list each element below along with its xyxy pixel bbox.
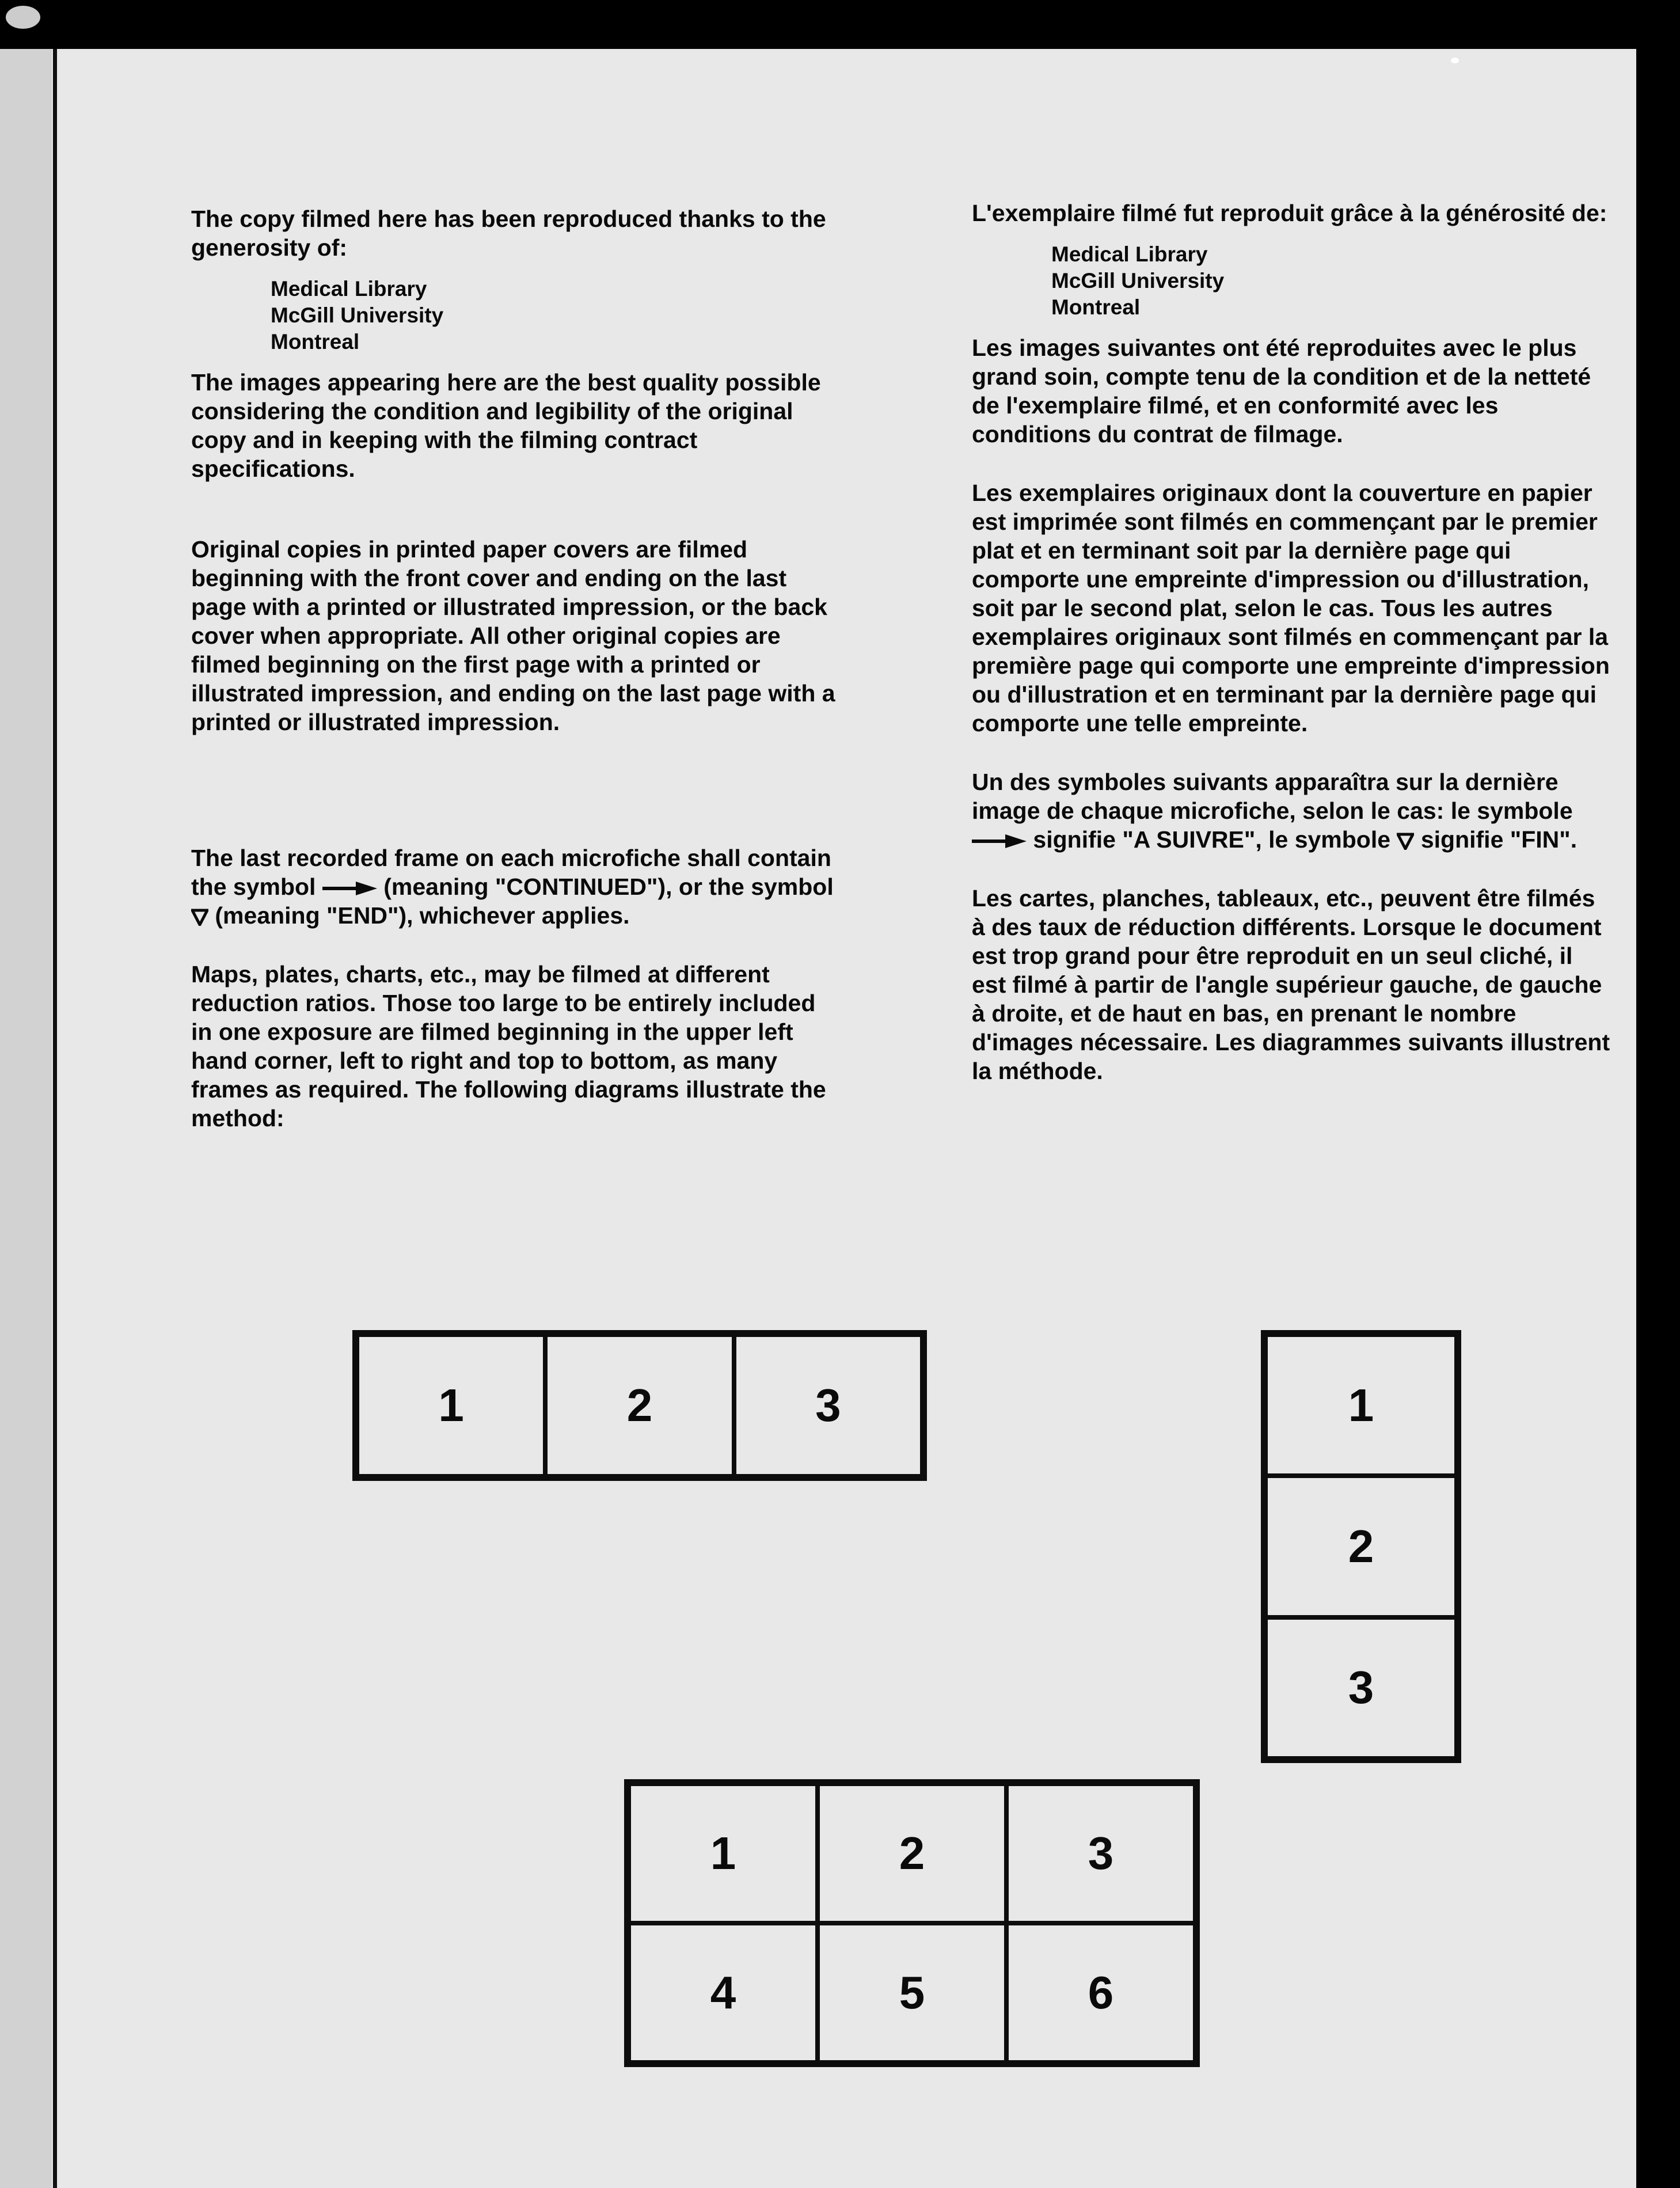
frame-cell: 4 bbox=[629, 1923, 818, 2062]
frame-cell: 3 bbox=[1006, 1784, 1195, 1923]
frame-cell: 3 bbox=[734, 1335, 922, 1476]
frame-cell: 1 bbox=[1265, 1335, 1457, 1476]
continued-arrow-icon bbox=[972, 834, 1027, 848]
frame-cell: 2 bbox=[545, 1335, 733, 1476]
symbol-text-part: signifie "A SUIVRE", le symbole bbox=[1033, 826, 1391, 853]
adjacent-page-strip bbox=[0, 49, 52, 2188]
symbol-text-part: Un des symboles suivants apparaîtra sur la dernière image de chaque microfiche, selon le cas: le symbole bbox=[972, 769, 1573, 824]
horizontal-frame-diagram bbox=[352, 1330, 927, 1481]
french-quality-paragraph: Les images suivantes ont été reproduites avec le plus grand soin, compte tenu de la condition et de la netteté de l'exemplaire filmé, et en conformité avec les conditions du contrat de filmage. bbox=[972, 335, 1591, 447]
symbol-text-part: (meaning "CONTINUED"), or the symbol bbox=[383, 873, 834, 900]
frame-cell: 6 bbox=[1006, 1923, 1195, 2062]
vertical-frame-diagram bbox=[1261, 1330, 1461, 1763]
symbol-text-part: signifie "FIN". bbox=[1420, 826, 1578, 853]
french-covers-paragraph: Les exemplaires originaux dont la couverture en papier est imprimée sont filmés en commençant par le premier plat et en terminant soit par la dernière page qui comporte une empreinte d'impression ou d'illustration, soit par le second plat, selon le cas. Tous les autres exemplaires originaux sont filmés en commençant par la première page qui comporte une empreinte d'impression ou d'illustration et en terminant par la dernière page qui comporte une telle empreinte. bbox=[972, 480, 1610, 736]
english-maps-paragraph: Maps, plates, charts, etc., may be filmed at different reduction ratios. Those too large to be entirely included in one exposure are filmed beginning in the upper left hand corner, left to right and top to bottom, as many frames as required. The following diagrams illustrate the method: bbox=[191, 961, 826, 1131]
frame-cell: 2 bbox=[1265, 1476, 1457, 1617]
symbol-text-part: The last recorded frame on each microfiche shall contain the symbol bbox=[191, 845, 831, 900]
page-gutter-line bbox=[53, 49, 57, 2188]
film-speck bbox=[6, 6, 40, 29]
six-frame-grid-diagram bbox=[624, 1779, 1200, 2067]
address-line: Montreal bbox=[271, 330, 360, 354]
address-line: Medical Library bbox=[1051, 242, 1208, 266]
french-library-address bbox=[1051, 241, 1611, 321]
film-speck bbox=[1451, 58, 1459, 63]
english-notice-column bbox=[191, 204, 836, 1133]
french-intro: L'exemplaire filmé fut reproduit grâce à la générosité de: bbox=[972, 200, 1607, 226]
english-symbol-paragraph bbox=[191, 844, 836, 930]
english-intro: The copy filmed here has been reproduced thanks to the generosity of: bbox=[191, 206, 826, 261]
address-line: Medical Library bbox=[271, 277, 427, 301]
end-triangle-icon bbox=[1397, 833, 1414, 850]
frame-cell: 3 bbox=[1265, 1617, 1457, 1758]
frame-cell: 1 bbox=[357, 1335, 545, 1476]
symbol-text-part: (meaning "END"), whichever applies. bbox=[215, 902, 630, 929]
continued-arrow-icon bbox=[322, 882, 377, 895]
end-triangle-icon bbox=[191, 909, 208, 926]
address-line: McGill University bbox=[271, 303, 444, 327]
french-notice-column bbox=[972, 199, 1611, 1085]
english-quality-paragraph: The images appearing here are the best quality possible considering the condition and legibility of the original copy and in keeping with the filming contract specifications. bbox=[191, 369, 821, 482]
frame-cell: 2 bbox=[818, 1784, 1006, 1923]
french-symbol-paragraph bbox=[972, 768, 1611, 854]
english-covers-paragraph: Original copies in printed paper covers are filmed beginning with the front cover and ending on the last page with a printed or illustrated impression, or the back cover when appropriate. All other original copies are filmed beginning on the first page with a printed or illustrated impression, and ending on the last page with a printed or illustrated impression. bbox=[191, 536, 835, 735]
english-library-address bbox=[271, 276, 836, 355]
frame-cell: 1 bbox=[629, 1784, 818, 1923]
address-line: McGill University bbox=[1051, 269, 1225, 293]
frame-cell: 5 bbox=[818, 1923, 1006, 2062]
address-line: Montreal bbox=[1051, 295, 1141, 319]
french-maps-paragraph: Les cartes, planches, tableaux, etc., peuvent être filmés à des taux de réduction différents. Lorsque le document est trop grand pour être reproduit en un seul cliché, il est filmé à partir de l'angle supérieur gauche, de gauche à droite, et de haut en bas, en prenant le nombre d'images nécessaire. Les diagrammes suivants illustrent la méthode. bbox=[972, 885, 1610, 1084]
